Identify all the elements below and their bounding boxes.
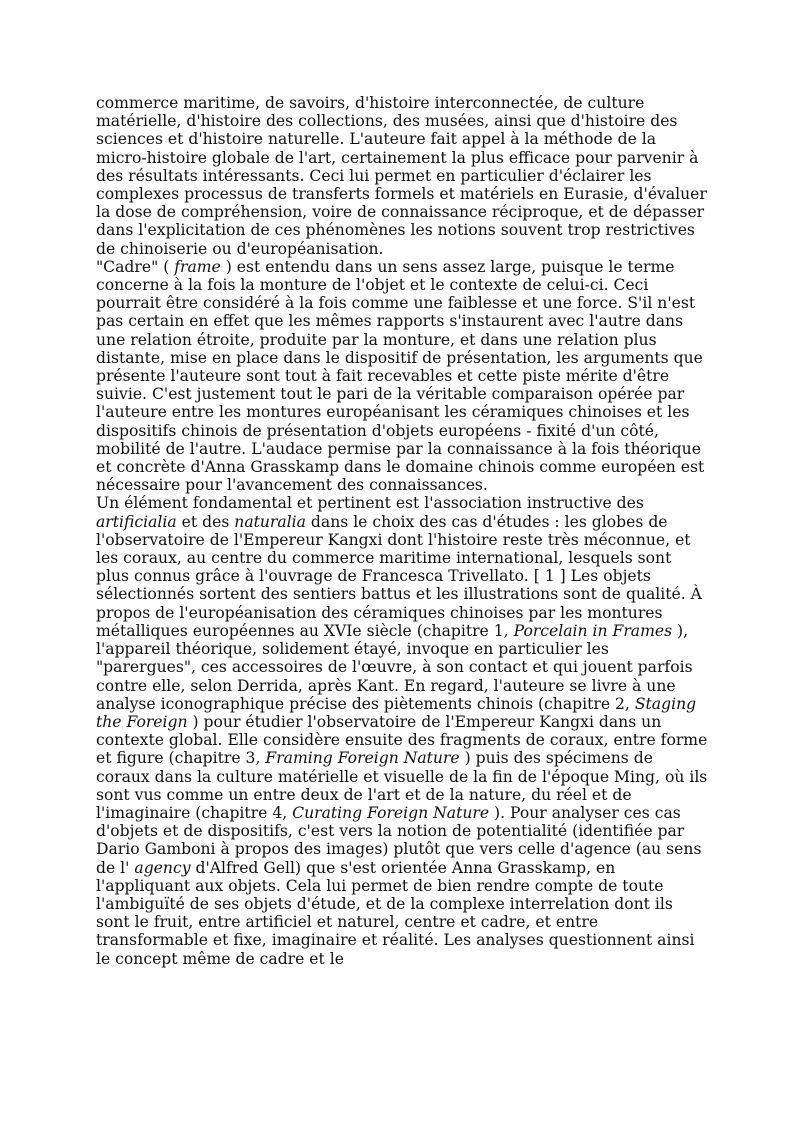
text-run: dans le choix des cas d'études : les globes de l'observatoire de l'Empereur Kangxi dont l'histoire reste très méconnue, et les coraux, au centre du commerce maritime international, lesquels sont plus connus grâce à l'ouvrage de Francesca Trivellato. [ 1 ] Les objets sélectionnés sortent des sentiers battus et les illustrations sont de qualité. À propos de l'européanisation des céramiques chinoises par les montures métalliques européennes au XVIe siècle (chapitre 1, xyxy=(96,512,702,640)
paragraph-element-fondamental xyxy=(96,494,708,967)
italic-term: agency xyxy=(134,858,191,877)
paragraph-intro xyxy=(96,94,708,258)
text-run: commerce maritime, de savoirs, d'histoire interconnectée, de culture matérielle, d'histoire des collections, des musées, ainsi que d'histoire des sciences et d'histoire naturelle. L'auteure fait appel à la méthode de la micro-histoire globale de l'art, certainement la plus efficace pour parvenir à des résultats intéressants. Ceci lui permet en particulier d'éclairer les complexes processus de transferts formels et matériels en Eurasie, d'évaluer la dose de compréhension, voire de connaissance réciproque, et de dépasser dans l'explicitation de ces phénomènes les notions souvent trop restrictives de chinoiserie ou d'européanisation. xyxy=(96,94,707,258)
text-run: "Cadre" ( xyxy=(96,257,175,276)
text-run: ) est entendu dans un sens assez large, puisque le terme concerne à la fois la monture de l'objet et le contexte de celui-ci. Ceci pourrait être considéré à la fois comme une faiblesse et une force. S'il n'est pas certain en effet que les mêmes rapports s'instaurent avec l'autre dans une relation étroite, produite par la monture, et dans une relation plus distante, mise en place dans le dispositif de présentation, les arguments que présente l'auteure sont tout à fait recevables et cette piste mérite d'être suivie. C'est justement tout le pari de la véritable comparaison opérée par l'auteure entre les montures européanisant les céramiques chinoises et les dispositifs chinois de présentation d'objets européens - fixité d'un côté, mobilité de l'autre. L'audace permise par la connaissance à la fois théorique et concrète d'Anna Grasskamp dans le domaine chinois comme européen est nécessaire pour l'avancement des connaissances. xyxy=(96,257,705,495)
italic-term: frame xyxy=(174,257,221,276)
text-run: ), l'appareil théorique, solidement étayé, invoque en particulier les "parergues", ces accessoires de l'œuvre, à son contact et qui jouent parfois contre elle, selon Derrida, après Kant. En regard, l'auteure se livre à une analyse iconographique précise des piètements chinois (chapitre 2, xyxy=(96,621,693,713)
text-run: ). Pour analyser ces cas d'objets et de dispositifs, c'est vers la notion de potentialité (identifiée par Dario Gamboni à propos des images) plutôt que vers celle d'agence (au sens de l' xyxy=(96,803,702,877)
chapter-title: Framing Foreign Nature xyxy=(265,749,460,768)
text-run: ) pour étudier l'observatoire de l'Empereur Kangxi dans un contexte global. Elle considère ensuite des fragments de coraux, entre forme et figure (chapitre 3, xyxy=(96,712,708,768)
italic-term: naturalia xyxy=(234,512,306,531)
chapter-title: Staging the Foreign xyxy=(96,694,697,731)
paragraph-cadre xyxy=(96,258,708,495)
chapter-title: Porcelain in Frames xyxy=(513,621,673,640)
text-run: d'Alfred Gell) que s'est orientée Anna Grasskamp, en l'appliquant aux objets. Cela lui permet de bien rendre compte de toute l'ambiguïté de ses objets d'étude, et de la complexe interrelation dont ils sont le fruit, entre artificiel et naturel, centre et cadre, et entre transformable et fixe, imaginaire et réalité. Les analyses questionnent ainsi le concept même de cadre et le xyxy=(96,858,695,968)
italic-term: artificialia xyxy=(96,512,177,531)
document-page xyxy=(96,94,708,968)
text-run: Un élément fondamental et pertinent est l'association instructive des xyxy=(96,494,644,513)
text-run: ) puis des spécimens de coraux dans la culture matérielle et visuelle de la fin de l'époque Ming, où ils sont vus comme un entre deux de l'art et de la nature, du réel et de l'imaginaire (chapitre 4, xyxy=(96,749,708,822)
chapter-title: Curating Foreign Nature xyxy=(292,803,490,822)
text-run: et des xyxy=(176,512,235,531)
